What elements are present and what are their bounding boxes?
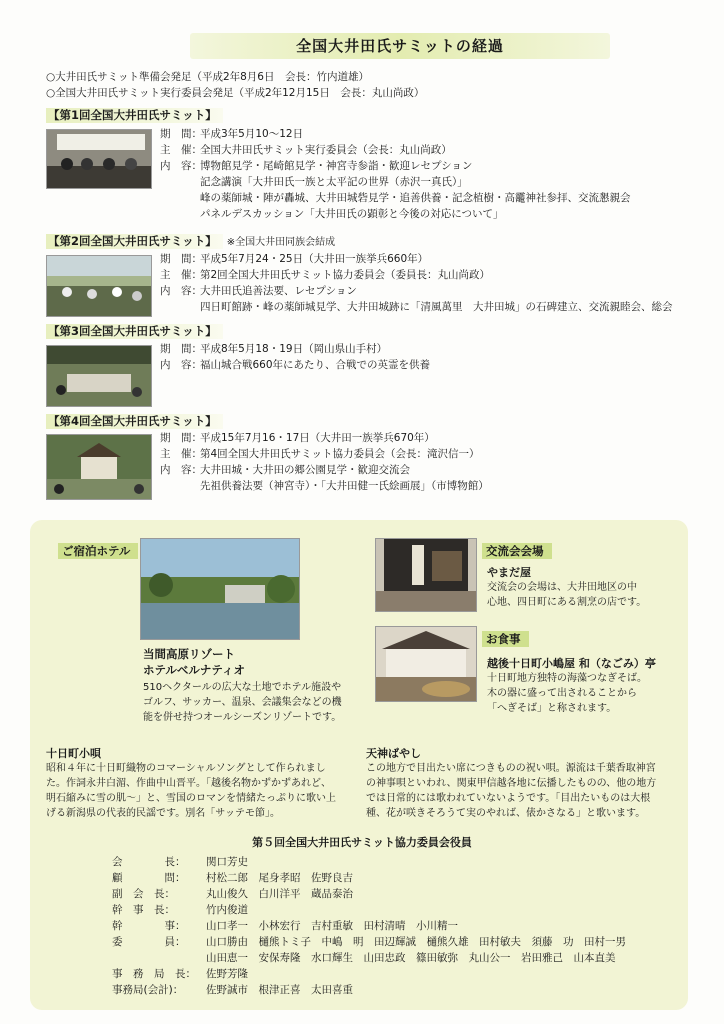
hotel-photo	[140, 538, 300, 640]
committee-row: 委 員： 山口勝由 樋熊トミ子 中嶋 明 田辺輝誠 樋熊久雄 田村敏夫 須藤 功 田村一男	[112, 936, 626, 948]
committee-row: 山田恵一 安保寿隆 水口輝生 山田忠政 篠田敏弥 丸山公一 岩田雅己 山本直美	[206, 952, 616, 964]
summit-1-photo	[46, 129, 152, 189]
venue-label: 交流会会場	[482, 540, 552, 559]
summit-4-details: 期 間：平成15年7月16・17日（大井田一族挙兵670年） 主 催：第4回全国大井田氏サミット協力委員会（会長：滝沢信一） 内 容：大井田城・大井田の郷公園見学・歓迎交流会 先祖供養法要（神宮寺）・「大井田健一氏絵画展」（市博物館）	[160, 432, 489, 492]
venue-description: 交流会の会場は、大井田地区の中 心地、四日町にある割烹の店です。	[487, 582, 647, 608]
committee-row: 事 務 局 長： 佐野芳隆	[112, 968, 248, 980]
summit-2-photo	[46, 255, 152, 317]
song-1-title: 十日町小唄	[46, 747, 101, 760]
summit-2-heading: 【第2回全国大井田氏サミット】 ※全国大井田同族会結成	[48, 234, 336, 248]
committee-row: 顧 問： 村松二郎 尾身孝昭 佐野良吉	[112, 872, 353, 884]
venue-name: やまだ屋	[487, 566, 531, 579]
summit-1-row: 内 容：博物館見学・尾崎館見学・神宮寺参詣・歓迎レセプション	[160, 160, 473, 172]
meal-description: 十日町地方独特の海藻つなぎそば。 木の器に盛って出されることから 「へぎそば」と称されます。	[487, 673, 647, 714]
committee-row: 幹 事： 山口孝一 小林宏行 吉村重敏 田村清晴 小川精一	[112, 920, 458, 932]
summit-2-details: 期 間：平成5年7月24・25日（大井田一族挙兵660年） 主 催：第2回全国大井田氏サミット協力委員会（委員長：丸山尚政） 内 容：大井田氏追善法要、レセプション 四日町館跡・峰の薬師城見学、大井田城跡に「清風萬里 大井田城」の石碑建立、交流親睦会、総会	[160, 253, 673, 313]
summit-3-heading: 【第3回全国大井田氏サミット】	[46, 324, 223, 339]
summit-4-heading: 【第4回全国大井田氏サミット】	[46, 414, 223, 429]
committee-list	[112, 854, 626, 998]
summit-3-photo	[46, 345, 152, 407]
summit-1-row: 主 催：全国大井田氏サミット実行委員会（会長：丸山尚政）	[160, 144, 452, 156]
summit-1-row: 期 間：平成3年5月10～12日	[160, 128, 304, 140]
summit-1-row: パネルデスカッション「大井田氏の顕彰と今後の対応について」	[200, 208, 504, 220]
committee-row: 会 長： 関口芳史	[112, 856, 248, 868]
committee-row: 事務局(会計)： 佐野誠市 根津正喜 太田喜重	[112, 984, 353, 996]
song-1-text: 昭和４年に十日町織物のコマーシャルソングとして作られまし た。作詞永井白湄、作曲中山晋平。「越後名物かずかずあれど、 明石縮みに雪の肌～」と、雪国のロマンを情緒たっぷりに歌い上 げる新潟県の代表的民謡です。別名「サッテモ節」。	[46, 763, 336, 819]
hotel-name-2: ホテルベルナティオ	[143, 663, 246, 677]
intro-line-1: ○大井田氏サミット準備会発足（平成2年8月6日 会長：竹内道雄）	[46, 71, 369, 83]
intro-line-2: ○全国大井田氏サミット実行委員会発足（平成2年12月15日 会長：丸山尚政）	[46, 87, 425, 99]
summit-4-photo	[46, 434, 152, 500]
meal-photo	[375, 626, 477, 702]
venue-photo	[375, 538, 477, 612]
meal-name: 越後十日町小嶋屋 和（なごみ）亭	[487, 657, 656, 670]
song-2-title: 天神ばやし	[366, 747, 421, 760]
song-2-text: この地方で目出たい席につきものの祝い唄。源流は千葉香取神宮 の神事唄といわれ、関東甲信越各地に伝播したものの、他の地方 では日常的には歌われていないようです。「目出たいものは大根 種、花が咲きそろうて実のやれば、俵かさなる」と歌います。	[366, 763, 657, 819]
summit-1-details	[160, 126, 631, 222]
committee-title: 第５回全国大井田氏サミット協力委員会役員	[252, 836, 472, 849]
meal-label: お食事	[482, 628, 529, 647]
hotel-description: 510ヘクタールの広大な土地でホテル施設や ゴルフ、サッカー、温泉、会議集会などの機 能を併せ持つオールシーズンリゾートです。	[143, 682, 342, 723]
hotel-name-1: 当間高原リゾート	[143, 647, 235, 661]
summit-3-details: 期 間：平成8年5月18・19日（岡山県山手村） 内 容：福山城合戦660年にあたり、合戦での英霊を供養	[160, 343, 431, 371]
summit-1-row: 峰の薬師城・陣が轟城、大井田城砦見学・追善供養・記念植樹・高龗神社参拝、交流懇親会	[200, 192, 631, 204]
summit-1-heading: 【第1回全国大井田氏サミット】	[46, 108, 223, 123]
hotel-label: ご宿泊ホテル	[58, 540, 138, 559]
committee-row: 幹 事 長： 竹内俊道	[112, 904, 248, 916]
summit-1-row: 記念講演「大井田氏一族と太平記の世界（赤沢一真氏）」	[200, 176, 468, 188]
committee-row: 副 会 長： 丸山俊久 白川洋平 蔵品泰治	[112, 888, 353, 900]
page-title: 全国大井田氏サミットの経過	[190, 33, 610, 59]
